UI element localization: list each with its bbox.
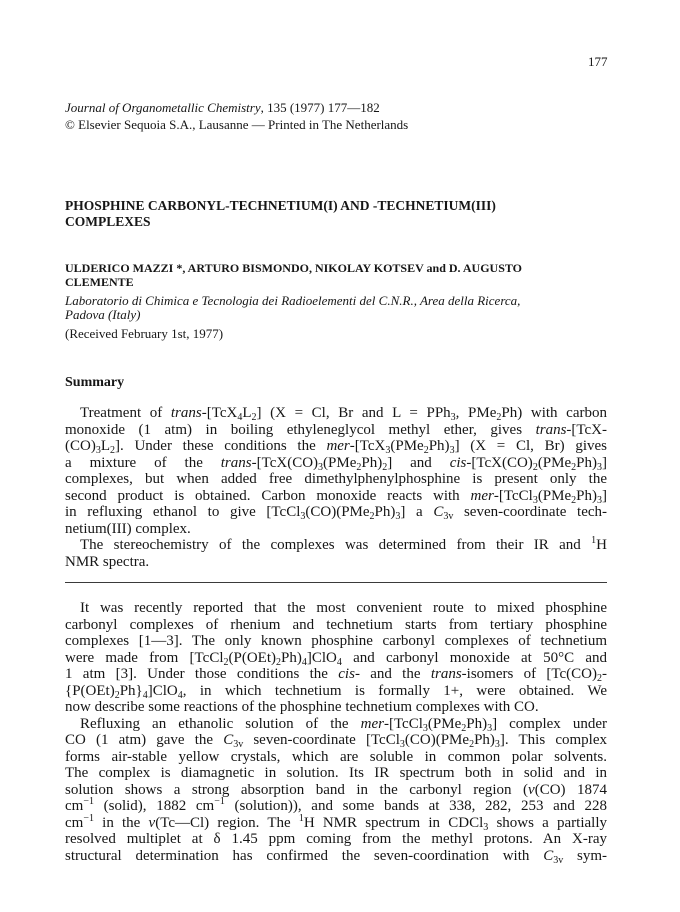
author-line: CLEMENTE <box>65 275 134 289</box>
summary-line: monoxide (1 atm) in boiling ethyleneglycol methyl ether, gives trans-[TcX- <box>65 421 607 438</box>
subscript: 4 <box>142 689 148 701</box>
subscript: 2 <box>571 494 577 506</box>
paragraph <box>65 600 607 716</box>
body-line: complexes [1—3]. The only known phosphine carbonyl complexes of technetium <box>65 633 607 649</box>
italic-term: ν <box>148 814 156 831</box>
paragraph <box>65 716 607 865</box>
title-line: COMPLEXES <box>65 214 151 229</box>
subscript: 2 <box>382 461 388 473</box>
subscript: 3v <box>553 854 564 866</box>
body-line: now describe some reactions of the phosphine technetium complexes with CO. <box>65 699 539 715</box>
italic-term: mer <box>470 487 494 504</box>
superscript: −1 <box>214 796 225 807</box>
subscript: 2 <box>114 689 120 701</box>
affiliation <box>65 294 520 322</box>
summary-line: The stereochemistry of the complexes was determined from their IR and $^1$H <box>80 535 607 553</box>
body-line: solution shows a strong absorption band in the carbonyl region (ν(CO) 1874 <box>65 781 608 798</box>
body-text <box>65 600 607 864</box>
italic-term: C <box>543 847 554 864</box>
summary-line: NMR spectra. <box>65 553 150 570</box>
subscript: 2 <box>251 412 257 423</box>
subscript: 2 <box>223 656 229 668</box>
summary-line: second product is obtained. Carbon monoxide reacts with mer-$[TcCl_3(PMe_2Ph)_3]$ <box>65 487 607 506</box>
separator-rule <box>65 582 607 583</box>
superscript: −1 <box>83 812 94 824</box>
volume-pages: , 135 (1977) 177—182 <box>260 100 380 115</box>
subscript: 3 <box>399 739 405 750</box>
subscript: 3 <box>395 511 401 522</box>
italic-term: trans <box>535 421 567 438</box>
italic-term: cis <box>449 454 467 471</box>
article-title <box>65 198 496 230</box>
summary-line: netium(III) complex. <box>65 520 191 537</box>
italic-term: mer <box>326 438 350 454</box>
subscript: 3 <box>597 461 602 473</box>
affiliation-line: Laboratorio di Chimica e Tecnologia dei Radioelementi del C.N.R., Area della Ricerca, <box>65 293 521 308</box>
subscript: 3 <box>318 461 324 473</box>
subscript: 2 <box>571 461 577 473</box>
author-line: ULDERICO MAZZI *, ARTURO BISMONDO, NIKOLAY KOTSEV and D. AUGUSTO <box>65 261 523 275</box>
subscript: 4 <box>177 689 183 701</box>
body-line: It was recently reported that the most convenient route to mixed phosphine <box>80 600 607 616</box>
subscript: 4 <box>237 412 243 423</box>
body-line: Refluxing an ethanolic solution of the mer-$[TcCl_3(PMe_2Ph)_3]$ complex under <box>80 715 607 734</box>
journal-header <box>65 99 408 133</box>
subscript: 2 <box>597 673 602 684</box>
body-line: 1 atm [3]. Under those conditions the cis- and the trans-isomers of [$Tc(CO)_2-$ <box>65 666 607 684</box>
subscript: 2 <box>369 511 375 522</box>
subscript: 3 <box>597 494 602 506</box>
summary-heading: Summary <box>65 375 125 390</box>
received-date: (Received February 1st, 1977) <box>65 326 224 341</box>
subscript: 3v <box>443 511 454 522</box>
subscript: 4 <box>301 656 307 668</box>
subscript: 2 <box>532 461 538 473</box>
body-line: $\{P(OEt)_2Ph\}_4]ClO_4$, in which technetium is formally 1+, were obtained. We <box>65 682 607 701</box>
subscript: 3 <box>494 739 500 750</box>
subscript: 3 <box>487 722 493 734</box>
subscript: 2 <box>356 461 362 473</box>
body-line: carbonyl complexes of rhenium and technetium starts from tertiary phosphine <box>65 616 607 633</box>
body-line: resolved multiplet at δ 1.45 ppm coming from the methyl protons. An X-ray <box>65 831 607 847</box>
subscript: 2 <box>423 445 429 456</box>
body-line: $cm^{-1}$ (solid), 1882 $cm^{-1}$ (solution)), and some bands at 338, 282, 253 and 228 <box>65 796 607 814</box>
summary-line: Treatment of trans-$[TcX_4L_2] (X = Cl$, Br and L = PPh$_3$, PMe$_2$Ph) with carbon <box>80 405 607 423</box>
summary-line: complexes, but when added free dimethylphenylphosphine is present only the <box>65 471 607 487</box>
subscript: 2 <box>276 656 281 668</box>
italic-term: cis <box>338 666 355 682</box>
summary-line: a mixture of the trans-$[TcX(CO)_3(PMe_2Ph)_2]$ and cis-$[TcX(CO)_2(PMe_2Ph)_3]$ <box>65 454 607 473</box>
italic-term: trans <box>430 666 462 682</box>
italic-term: C <box>223 732 234 748</box>
author-list <box>65 261 522 289</box>
body-line: structural determination has confirmed the seven-coordination with $C_{3v}$ sym- <box>65 847 608 866</box>
italic-term: trans <box>220 454 252 471</box>
journal-name: Journal of Organometallic Chemistry <box>65 100 261 115</box>
summary-line: $(CO)_3L_2$]. Under these conditions the mer-$[TcX_3(PMe_2Ph)_3] (X = Cl$, Br) gives <box>65 438 607 456</box>
subscript: 2 <box>461 722 467 734</box>
subscript: 3 <box>483 821 489 833</box>
superscript: 1 <box>591 535 597 546</box>
superscript: 1 <box>298 812 304 824</box>
page-number: 177 <box>588 54 608 69</box>
subscript: 3 <box>385 445 391 456</box>
paragraph <box>65 405 607 537</box>
italic-term: ν <box>528 781 535 798</box>
italic-term: trans <box>170 405 202 421</box>
subscript: 3 <box>300 511 306 522</box>
italic-term: mer <box>360 715 384 732</box>
summary-text <box>65 405 607 570</box>
body-line: $cm^{-1}$ in the ν(Tc—Cl) region. The $^1$H NMR spectrum in CDCl$_3$ shows a partially <box>65 812 607 833</box>
title-line: PHOSPHINE CARBONYL-TECHNETIUM(I) AND -TECHNETIUM(III) <box>65 198 496 213</box>
copyright-line: © Elsevier Sequoia S.A., Lausanne — Printed in The Netherlands <box>65 117 409 132</box>
subscript: 3 <box>422 722 428 734</box>
subscript: 3 <box>95 445 101 456</box>
superscript: −1 <box>83 796 94 807</box>
summary-line: in refluxing ethanol to give $[TcCl_3(CO)(PMe_2Ph)_3]$ a $C_{3v}$ seven-coordinate tech- <box>65 504 608 522</box>
subscript: 3 <box>449 445 455 456</box>
body-line: CO (1 atm) gave the $C_{3v}$ seven-coordinate $[TcCl_3(CO)(PMe_2Ph)_3]$. This complex <box>65 732 607 750</box>
subscript: 2 <box>496 412 502 423</box>
subscript: 4 <box>336 656 342 668</box>
subscript: 2 <box>110 445 115 456</box>
affiliation-line: Padova (Italy) <box>65 307 141 322</box>
body-line: were made from $[TcCl_2(P(OEt)_2Ph)_4]ClO_4$ and carbonyl monoxide at 50°C and <box>65 649 607 668</box>
italic-term: C <box>433 504 444 520</box>
body-line: forms air-stable yellow crystals, which are soluble in common polar solvents. <box>65 748 607 765</box>
journal-citation <box>65 99 408 116</box>
subscript: 3v <box>233 739 244 750</box>
subscript: 3 <box>532 494 538 506</box>
paragraph <box>65 537 607 570</box>
subscript: 3 <box>450 412 456 423</box>
body-line: The complex is diamagnetic in solution. Its IR spectrum both in solid and in <box>65 765 607 781</box>
subscript: 2 <box>469 739 475 750</box>
